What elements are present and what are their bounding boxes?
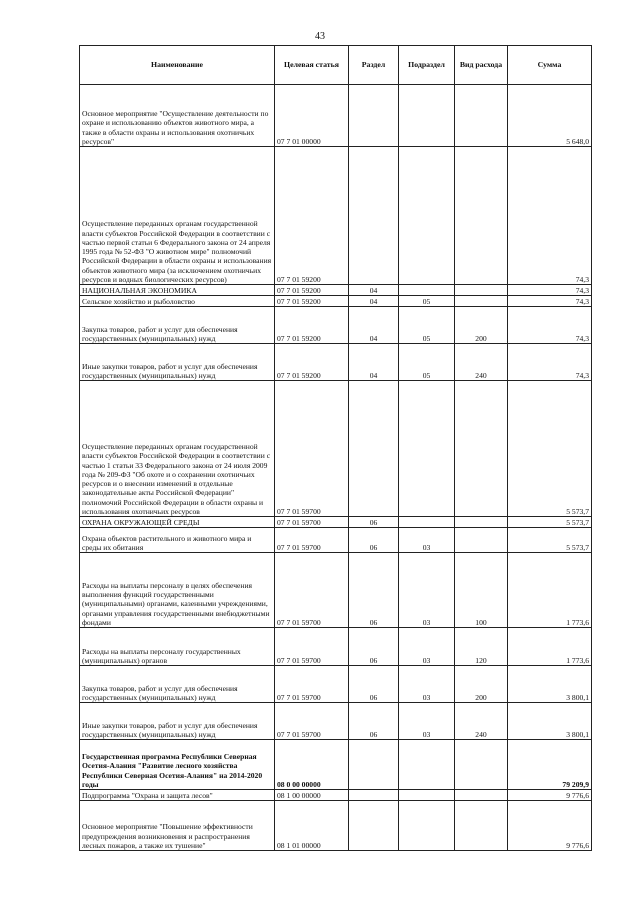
table-row <box>80 517 592 528</box>
row-section <box>349 790 399 801</box>
column-header-sum: Сумма <box>508 46 592 85</box>
row-target: 07 7 01 59700 <box>275 666 349 703</box>
row-section: 04 <box>349 296 399 307</box>
table-row <box>80 381 592 517</box>
budget-table <box>79 45 592 851</box>
row-section: 06 <box>349 703 399 740</box>
row-name: Основное мероприятие "Осуществление деятельности по охране и использованию объектов животного мира, а также в области охраны и использования охотничьих ресурсов" <box>80 85 275 147</box>
row-section <box>349 740 399 790</box>
table-row <box>80 801 592 851</box>
row-type <box>455 790 508 801</box>
row-target: 07 7 01 59200 <box>275 296 349 307</box>
row-sum: 3 800,1 <box>508 703 592 740</box>
row-sum: 5 648,0 <box>508 85 592 147</box>
row-type <box>455 381 508 517</box>
row-target: 08 0 00 00000 <box>275 740 349 790</box>
row-subsection: 03 <box>399 703 455 740</box>
row-subsection: 05 <box>399 296 455 307</box>
row-type <box>455 85 508 147</box>
row-name: Охрана объектов растительного и животного мира и среды их обитания <box>80 528 275 553</box>
row-subsection <box>399 85 455 147</box>
row-section: 06 <box>349 517 399 528</box>
row-subsection: 05 <box>399 307 455 344</box>
row-sum: 74,3 <box>508 296 592 307</box>
row-section: 04 <box>349 344 399 381</box>
row-type: 200 <box>455 666 508 703</box>
table-row <box>80 147 592 285</box>
row-type <box>455 528 508 553</box>
row-type <box>455 285 508 296</box>
row-target: 07 7 01 59200 <box>275 344 349 381</box>
row-subsection <box>399 381 455 517</box>
page-number: 43 <box>315 31 325 42</box>
table-row <box>80 296 592 307</box>
row-section: 06 <box>349 628 399 666</box>
row-name: Закупка товаров, работ и услуг для обеспечения государственных (муниципальных) нужд <box>80 666 275 703</box>
row-target: 07 7 01 00000 <box>275 85 349 147</box>
row-type: 240 <box>455 703 508 740</box>
table-row <box>80 703 592 740</box>
row-name: Закупка товаров, работ и услуг для обеспечения государственных (муниципальных) нужд <box>80 307 275 344</box>
table-row <box>80 628 592 666</box>
row-subsection <box>399 147 455 285</box>
row-section: 06 <box>349 528 399 553</box>
row-type: 200 <box>455 307 508 344</box>
row-name: Осуществление переданных органам государственной власти субъектов Российской Федерации в соответствии с частью 1 статьи 33 Федерального закона от 24 июля 2009 года № 209-ФЗ "Об охоте и о сохранении охотничьих ресурсов и о внесении изменений в отдельные законодательные акты Российской Федерации" полномочий Российской Федерации в области охраны и использования охотничьих ресурсов <box>80 381 275 517</box>
row-sum: 1 773,6 <box>508 553 592 628</box>
row-target: 07 7 01 59200 <box>275 147 349 285</box>
row-name: Основное мероприятие "Повышение эффективности предупреждения возникновения и распространения лесных пожаров, а также их тушение" <box>80 801 275 851</box>
column-header-type: Вид расхода <box>455 46 508 85</box>
row-name: Осуществление переданных органам государственной власти субъектов Российской Федерации в соответствии с частью первой статьи 6 Федерального закона от 24 апреля 1995 года № 52-ФЗ "О животном мире" полномочий Российской Федерации в области охраны и использования объектов животного мира (за исключением охотничьих ресурсов и водных биологических ресурсов) <box>80 147 275 285</box>
row-sum: 9 776,6 <box>508 790 592 801</box>
row-name: Иные закупки товаров, работ и услуг для обеспечения государственных (муниципальных) нужд <box>80 344 275 381</box>
table-row <box>80 666 592 703</box>
row-subsection <box>399 801 455 851</box>
row-type <box>455 147 508 285</box>
row-section: 06 <box>349 553 399 628</box>
row-subsection: 03 <box>399 553 455 628</box>
row-section: 04 <box>349 285 399 296</box>
row-section: 04 <box>349 307 399 344</box>
row-sum: 1 773,6 <box>508 628 592 666</box>
row-sum: 9 776,6 <box>508 801 592 851</box>
row-target: 07 7 01 59200 <box>275 285 349 296</box>
column-header-target: Целевая статья <box>275 46 349 85</box>
row-sum: 5 573,7 <box>508 528 592 553</box>
row-target: 07 7 01 59700 <box>275 528 349 553</box>
row-sum: 74,3 <box>508 147 592 285</box>
row-subsection <box>399 285 455 296</box>
row-target: 07 7 01 59700 <box>275 628 349 666</box>
row-name: Расходы на выплаты персоналу государственных (муниципальных) органов <box>80 628 275 666</box>
row-name: ОХРАНА ОКРУЖАЮЩЕЙ СРЕДЫ <box>80 517 275 528</box>
column-header-subsection: Подраздел <box>399 46 455 85</box>
table-header-row <box>80 46 592 85</box>
column-header-name: Наименование <box>80 46 275 85</box>
row-subsection: 03 <box>399 528 455 553</box>
row-type: 120 <box>455 628 508 666</box>
table-row <box>80 285 592 296</box>
table-row <box>80 85 592 147</box>
row-sum: 3 800,1 <box>508 666 592 703</box>
row-subsection: 05 <box>399 344 455 381</box>
row-section <box>349 381 399 517</box>
table-row <box>80 553 592 628</box>
row-type: 240 <box>455 344 508 381</box>
row-name: Сельское хозяйство и рыболовство <box>80 296 275 307</box>
row-name: Подпрограмма "Охрана и защита лесов" <box>80 790 275 801</box>
row-type: 100 <box>455 553 508 628</box>
row-section: 06 <box>349 666 399 703</box>
row-target: 08 1 01 00000 <box>275 801 349 851</box>
table-row <box>80 740 592 790</box>
row-section <box>349 801 399 851</box>
row-sum: 74,3 <box>508 285 592 296</box>
row-sum: 74,3 <box>508 307 592 344</box>
row-sum: 5 573,7 <box>508 381 592 517</box>
row-sum: 5 573,7 <box>508 517 592 528</box>
row-subsection <box>399 790 455 801</box>
row-type <box>455 517 508 528</box>
row-type <box>455 740 508 790</box>
row-name: Расходы на выплаты персоналу в целях обеспечения выполнения функций государственными (муниципальными) органами, казенными учреждениями, органами управления государственными внебюджетными фондами <box>80 553 275 628</box>
row-subsection: 03 <box>399 666 455 703</box>
row-name: НАЦИОНАЛЬНАЯ ЭКОНОМИКА <box>80 285 275 296</box>
row-sum: 74,3 <box>508 344 592 381</box>
row-subsection <box>399 517 455 528</box>
row-name: Государственная программа Республики Северная Осетия-Алания "Развитие лесного хозяйства Республики Северная Осетия-Алания" на 2014-2020 годы <box>80 740 275 790</box>
row-target: 07 7 01 59700 <box>275 553 349 628</box>
table-row <box>80 528 592 553</box>
column-header-section: Раздел <box>349 46 399 85</box>
table-row <box>80 307 592 344</box>
table-row <box>80 790 592 801</box>
row-subsection <box>399 740 455 790</box>
row-name: Иные закупки товаров, работ и услуг для обеспечения государственных (муниципальных) нужд <box>80 703 275 740</box>
table-row <box>80 344 592 381</box>
row-target: 07 7 01 59700 <box>275 381 349 517</box>
row-section <box>349 147 399 285</box>
row-target: 07 7 01 59700 <box>275 517 349 528</box>
row-target: 07 7 01 59700 <box>275 703 349 740</box>
row-type <box>455 296 508 307</box>
row-type <box>455 801 508 851</box>
row-section <box>349 85 399 147</box>
row-subsection: 03 <box>399 628 455 666</box>
row-sum: 79 209,9 <box>508 740 592 790</box>
row-target: 07 7 01 59200 <box>275 307 349 344</box>
row-target: 08 1 00 00000 <box>275 790 349 801</box>
